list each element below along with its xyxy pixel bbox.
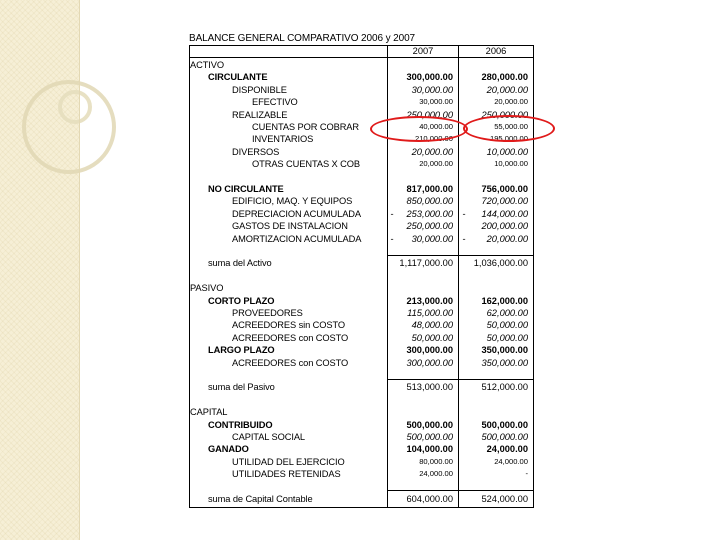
row-label: CORTO PLAZO <box>208 295 275 306</box>
row-label: INVENTARIOS <box>252 134 314 145</box>
column-header-2006: 2006 <box>485 46 507 56</box>
row-value-2007: 30,000.00 <box>411 233 453 244</box>
table-row <box>189 208 534 220</box>
table-row <box>189 220 534 232</box>
row-value-2007: 300,000.00 <box>406 345 453 356</box>
row-value-2006: 1,036,000.00 <box>473 258 528 269</box>
highlight-circle-2007 <box>370 116 468 142</box>
table-row <box>189 183 534 195</box>
row-sign-2006: - <box>462 233 466 244</box>
table-row <box>189 481 534 493</box>
row-value-2007: 50,000.00 <box>411 332 453 343</box>
row-label: DIVERSOS <box>232 146 280 157</box>
row-label: REALIZABLE <box>232 109 288 120</box>
table-row <box>189 493 534 505</box>
row-label: ACTIVO <box>190 60 225 70</box>
table-row <box>189 295 534 307</box>
table-row <box>189 357 534 369</box>
header-underline <box>189 57 534 58</box>
row-value-2007: 500,000.00 <box>406 419 453 430</box>
table-row <box>189 195 534 207</box>
row-value-2007: 48,000.00 <box>411 320 453 331</box>
row-value-2007: 250,000.00 <box>406 221 453 232</box>
row-value-2006: - <box>525 469 528 479</box>
row-value-2006: 250,000.00 <box>481 109 528 120</box>
row-value-2007: 30,000.00 <box>411 84 453 95</box>
row-value-2006: 350,000.00 <box>481 345 528 356</box>
balance-sheet-title: BALANCE GENERAL COMPARATIVO 2006 y 2007 <box>189 33 416 44</box>
row-label: DISPONIBLE <box>232 84 287 95</box>
row-value-2007: 300,000.00 <box>406 357 453 368</box>
row-value-2006: 280,000.00 <box>481 72 528 83</box>
row-label: suma del Activo <box>208 258 272 269</box>
row-label: CIRCULANTE <box>208 72 268 83</box>
column-header-2007: 2007 <box>412 46 434 56</box>
row-value-2006: 20,000.00 <box>486 233 528 244</box>
row-value-2007: 115,000.00 <box>407 308 453 318</box>
table-row <box>189 171 534 183</box>
row-label: PROVEEDORES <box>232 308 303 318</box>
table-row <box>189 282 534 294</box>
row-sign-2007: - <box>390 208 394 219</box>
row-value-2006: 10,000.00 <box>486 146 528 157</box>
row-value-2006: 350,000.00 <box>481 357 528 368</box>
row-label: DEPRECIACION ACUMULADA <box>232 208 362 219</box>
table-row <box>189 369 534 381</box>
row-label: CAPITAL SOCIAL <box>232 432 305 442</box>
table-row <box>189 468 534 480</box>
row-value-2006: 20,000.00 <box>486 84 528 95</box>
row-label: LARGO PLAZO <box>208 345 275 356</box>
row-label: suma del Pasivo <box>208 382 275 393</box>
row-value-2007: 604,000.00 <box>406 494 453 504</box>
row-value-2007: 1,117,000.00 <box>399 258 453 269</box>
row-value-2007: 104,000.00 <box>406 444 453 455</box>
row-label: EDIFICIO, MAQ. Y EQUIPOS <box>232 196 353 207</box>
table-row <box>189 84 534 96</box>
row-label: CUENTAS POR COBRAR <box>252 122 360 132</box>
row-value-2006: 62,000.00 <box>486 308 528 318</box>
table-row <box>189 443 534 455</box>
row-value-2007: 513,000.00 <box>406 382 453 393</box>
table-row <box>189 319 534 331</box>
row-value-2006: 55,000.00 <box>494 122 528 131</box>
row-label: ACREEDORES sin COSTO <box>232 320 346 331</box>
table-row <box>189 332 534 344</box>
row-label: GASTOS DE INSTALACION <box>232 221 348 232</box>
row-value-2006: 195,000.00 <box>489 134 528 144</box>
table-row <box>189 257 534 269</box>
row-value-2006: 50,000.00 <box>486 332 528 343</box>
row-value-2006: 144,000.00 <box>481 208 528 219</box>
row-label: ACREEDORES con COSTO <box>232 332 349 343</box>
row-label: ACREEDORES con COSTO <box>232 357 349 368</box>
highlight-circle-2006 <box>463 115 555 142</box>
row-value-2007: 80,000.00 <box>419 456 453 466</box>
row-value-2007: 20,000.00 <box>419 159 453 169</box>
table-row <box>189 59 534 71</box>
row-value-2006: 10,000.00 <box>494 159 528 169</box>
row-label: suma de Capital Contable <box>208 494 313 504</box>
row-value-2007: 213,000.00 <box>406 295 453 306</box>
row-label: CAPITAL <box>190 407 228 418</box>
row-value-2006: 50,000.00 <box>486 320 528 331</box>
row-label: CONTRIBUIDO <box>208 419 273 430</box>
table-row <box>189 344 534 356</box>
row-value-2006: 512,000.00 <box>481 382 528 393</box>
table-row <box>189 233 534 245</box>
decorative-side-panel <box>0 0 79 540</box>
table-row <box>189 158 534 170</box>
row-label: OTRAS CUENTAS X COB <box>252 159 360 170</box>
row-value-2006: 24,000.00 <box>486 444 528 455</box>
row-value-2006: 200,000.00 <box>481 221 528 232</box>
row-value-2006: 756,000.00 <box>481 184 528 194</box>
row-value-2006: 500,000.00 <box>481 432 528 442</box>
row-sign-2007: - <box>390 233 394 244</box>
row-sign-2006: - <box>462 208 466 219</box>
row-label: GANADO <box>208 444 249 455</box>
table-row <box>189 456 534 468</box>
row-value-2007: 40,000.00 <box>419 122 453 131</box>
table-row <box>189 146 534 158</box>
row-value-2007: 30,000.00 <box>419 97 453 107</box>
table-row <box>189 307 534 319</box>
table-row <box>189 394 534 406</box>
row-label: EFECTIVO <box>252 97 298 108</box>
table-row <box>189 431 534 443</box>
row-value-2006: 720,000.00 <box>481 196 528 207</box>
row-label: UTILIDAD DEL EJERCICIO <box>232 456 345 467</box>
row-value-2007: 250,000.00 <box>406 109 453 120</box>
row-value-2007: 300,000.00 <box>406 72 453 83</box>
row-value-2006: 24,000.00 <box>494 456 528 466</box>
row-value-2007: 253,000.00 <box>406 208 453 219</box>
table-row <box>189 270 534 282</box>
decorative-ring-small <box>58 90 92 124</box>
row-value-2006: 500,000.00 <box>481 419 528 430</box>
table-row <box>189 71 534 83</box>
row-label: PASIVO <box>190 283 224 294</box>
table-row <box>189 96 534 108</box>
row-label: AMORTIZACION ACUMULADA <box>232 233 362 244</box>
side-panel-edge <box>79 0 80 540</box>
table-row <box>189 245 534 257</box>
row-value-2007: 210,000.00 <box>414 134 453 144</box>
row-value-2007: 24,000.00 <box>419 469 453 479</box>
row-value-2007: 850,000.00 <box>406 196 453 207</box>
table-row <box>189 406 534 418</box>
row-value-2006: 162,000.00 <box>481 295 528 306</box>
row-value-2007: 20,000.00 <box>411 146 453 157</box>
row-value-2006: 524,000.00 <box>481 494 528 504</box>
row-value-2007: 817,000.00 <box>406 184 453 194</box>
table-row <box>189 381 534 393</box>
row-label: NO CIRCULANTE <box>208 184 284 194</box>
row-value-2007: 500,000.00 <box>406 432 453 442</box>
row-value-2006: 20,000.00 <box>494 97 528 107</box>
table-row <box>189 419 534 431</box>
row-label: UTILIDADES RETENIDAS <box>232 469 341 480</box>
balance-sheet <box>189 33 534 507</box>
